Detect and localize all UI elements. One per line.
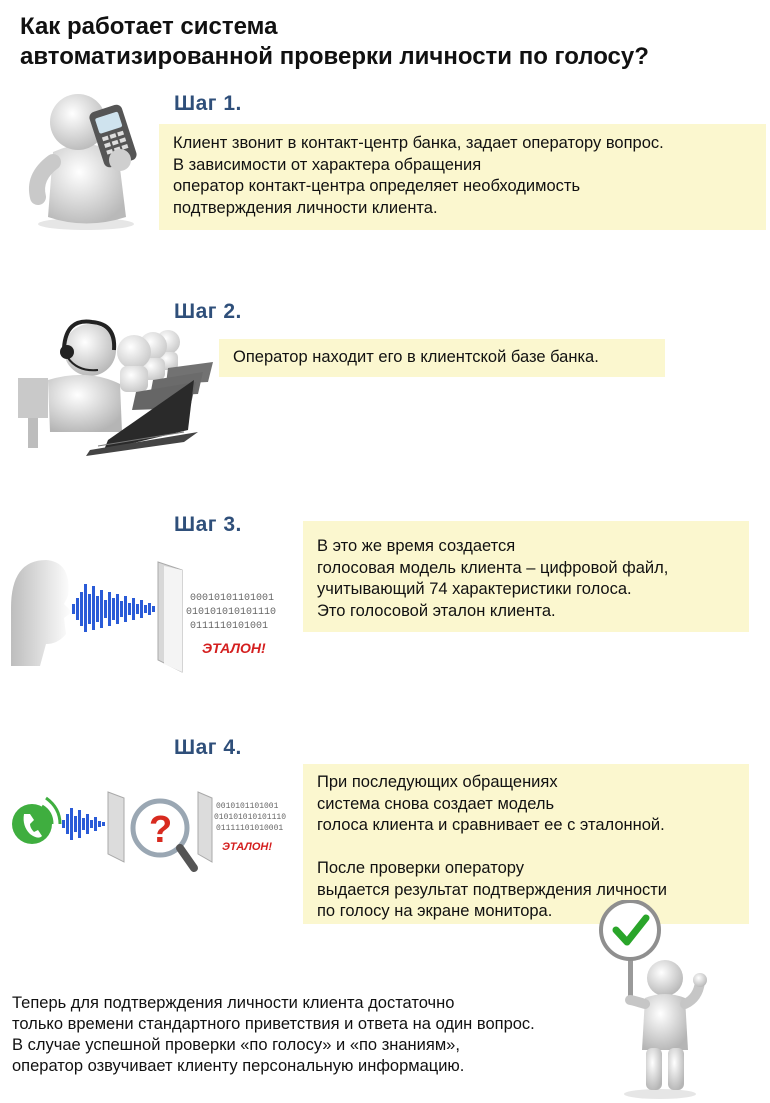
step-3-label: Шаг 3. [174,513,242,536]
voice-comparison-illustration [8,778,293,878]
step-4-line: система снова создает модель [317,794,555,813]
footer-text [12,993,612,1077]
footer-line: В случае успешной проверки «по голосу» и «по знаниям», [12,1036,460,1054]
binary-line-2: 010101010101110 [186,607,277,618]
step-1-line: оператор контакт-центра определяет необходимость [173,177,581,195]
caller-with-phone-illustration [8,82,158,232]
footer-line: Теперь для подтверждения личности клиента достаточно [12,994,455,1012]
step-3-line: учитывающий 74 характеристики голоса. [317,580,632,598]
step-4-line: выдается результат подтверждения личности [317,880,668,899]
binary-line-1: 0010101101001 [216,802,279,811]
binary-line-1: 00010101101001 [190,593,275,604]
step-1-line: В зависимости от характера обращения [173,155,482,174]
step-4-line [317,837,735,859]
step-4-label: Шаг 4. [174,736,242,759]
page-title [20,12,765,72]
title-line-1: Как работает система [20,13,278,40]
step-1-line: подтверждения личности клиента. [173,198,438,217]
step-1-line: Клиент звонит в контакт-центр банка, задает оператору вопрос. [173,134,664,152]
step-3-description [303,521,749,632]
footer-line: только времени стандартного приветствия и ответа на один вопрос. [12,1015,535,1033]
step-3-line: Это голосовой эталон клиента. [317,601,556,620]
step-4-line: После проверки оператору [317,859,524,877]
step-2-label: Шаг 2. [174,300,242,323]
svg-text:?: ? [149,809,173,851]
step-4-line: голоса клиента и сравнивает ее с эталонной. [317,816,665,834]
footer-line: оператор озвучивает клиенту персональную информацию. [12,1057,465,1075]
binary-line-3: 0111110101001 [190,621,269,632]
step-1-description [159,124,766,230]
title-line-2: автоматизированной проверки личности по голосу? [20,43,649,70]
binary-line-3: 01111101010001 [216,824,284,833]
step-3-line: голосовая модель клиента – цифровой файл, [317,558,669,577]
voice-to-digital-model-illustration [6,548,306,678]
step-2-description [219,339,665,377]
operators-at-laptops-illustration [8,300,218,460]
etalon-stamp: ЭТАЛОН! [222,841,273,853]
step-2-line: Оператор находит его в клиентской базе банка. [233,348,599,366]
binary-line-2: 010101010101110 [214,813,287,822]
step-4-line: При последующих обращениях [317,773,558,791]
step-3-line: В это же время создается [317,537,516,555]
etalon-stamp: ЭТАЛОН! [202,640,266,656]
step-1-label: Шаг 1. [174,92,242,115]
step-4-line: по голосу на экране монитора. [317,902,553,920]
